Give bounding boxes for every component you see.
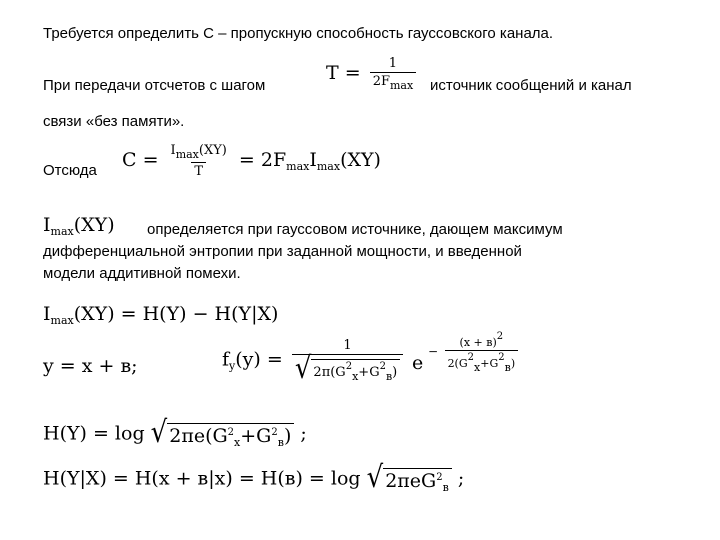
fy-denominator (292, 351, 403, 387)
line-3: связи «без памяти». (43, 113, 185, 130)
line-1: Требуется определить C – пропускную способность гауссовского канала. (43, 25, 554, 42)
C-fraction (168, 143, 230, 179)
formula-fy: $f_y(y)$ = 1 √ $2\pi(G^2_x+G^2_в)$ (222, 338, 406, 383)
C-denominator: T (191, 162, 206, 179)
sqrt-sign: √ $2\pi(G^2_x+G^2_в)$ (295, 356, 400, 383)
T-fraction (370, 56, 417, 92)
T-eq: T = (326, 62, 361, 84)
hence-label: Отсюда (43, 162, 97, 179)
para-line-1: определяется при гауссовом источнике, дающем максимум (147, 221, 563, 238)
C-rest: = $2F_{max}I_{max}(XY)$ (238, 149, 381, 173)
C-eq: C = (122, 149, 159, 171)
T-numerator: 1 (388, 56, 398, 71)
formula-HY: H(Y) = log √ $2\pi e(G^2_x+G^2_в)$ ; (43, 415, 307, 451)
Imax-symbol: $I_{max}(XY)$ (43, 214, 115, 238)
fy-fraction (292, 338, 403, 387)
para-line-2: дифференциальной энтропии при заданной мощности, и введенной (43, 243, 522, 260)
formula-C (122, 143, 381, 179)
exp-numerator: $(x + в)^2$ (459, 331, 504, 349)
exp-base: e (412, 352, 424, 374)
sqrt-sign: √ $2\pi e(G^2_x+G^2_в)$ (151, 420, 295, 449)
exp-denominator: $2(G^2_x+G^2_в)$ (445, 350, 519, 374)
formula-HYX: H(Y|X) = H(x + в|x) = H(в) = log √ 2πeG$^2_в$ ; (43, 460, 465, 496)
exp-fraction: − $\frac{(x + в)^2}{2(G^2_x+G^2_в)}$ (428, 331, 521, 374)
fy-numerator: 1 (343, 338, 352, 353)
line-2-right: источник сообщений и канал (430, 77, 632, 94)
formula-Imax: $I_{max}(XY) = H(Y) - H(Y|X)$ (43, 303, 279, 327)
C-numerator: $I_{max}(XY)$ (170, 143, 227, 161)
sqrt-sign: √ 2πeG$^2_в$ (367, 465, 452, 494)
T-denominator: $2F_{max}$ (370, 72, 417, 92)
formula-T (326, 56, 419, 92)
para-line-3: модели аддитивной помехи. (43, 265, 241, 282)
formula-y: y = x + в; (43, 355, 138, 377)
line-2-left: При передачи отсчетов с шагом (43, 77, 266, 94)
